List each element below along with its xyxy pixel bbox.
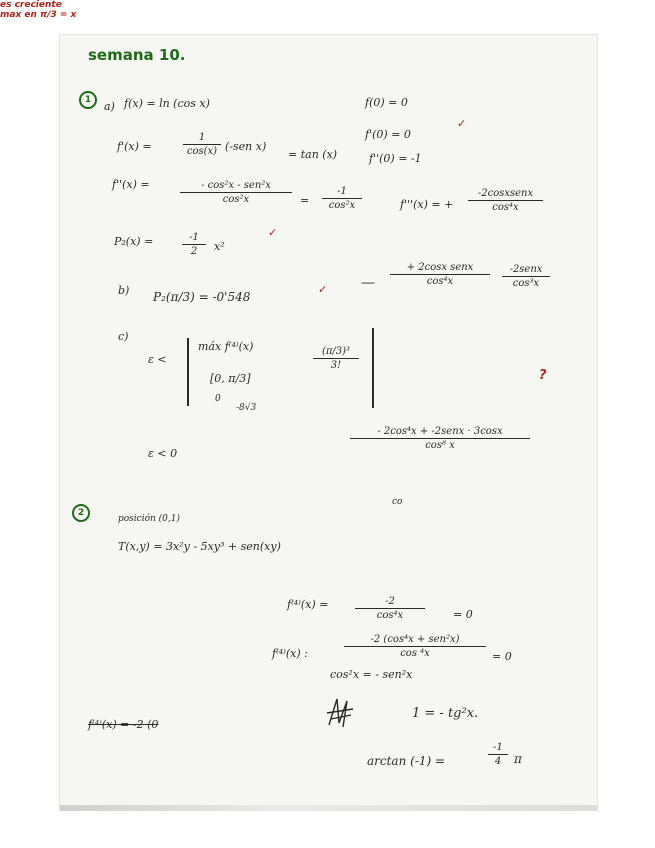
- first-derivative-factor: (-sen x): [225, 140, 267, 153]
- first-derivative-at-zero: f'(0) = 0: [365, 128, 411, 141]
- long-derivative-num: - 2cos⁴x + -2senx · 3cosx: [377, 426, 503, 437]
- part-b-label: b): [118, 284, 130, 297]
- check-mark-icon: ✓: [268, 226, 278, 239]
- crossed-out-work: f⁽⁴⁾(x) = -2 (0: [88, 718, 159, 731]
- problem-1-number: 1: [84, 95, 92, 105]
- second-derivative-result-num: -1: [337, 186, 347, 197]
- third-derivative-label: f'''(x) = +: [400, 198, 454, 211]
- second-derivative-eq: =: [300, 194, 310, 207]
- cos-equation: cos²x = - sen²x: [330, 668, 413, 681]
- bound-ratio: [313, 346, 359, 371]
- arctan-fraction: [488, 742, 508, 767]
- check-mark-icon: ✓: [318, 283, 328, 296]
- third-derivative-num: -2cosxsenx: [477, 188, 534, 199]
- aside2-fraction: [502, 264, 550, 289]
- bound-right-bar: [372, 328, 374, 408]
- page-shadow: [60, 805, 597, 811]
- fourth-derivative-a-fraction: [355, 596, 425, 621]
- fourth-derivative-a-label: f⁽⁴⁾(x) =: [287, 598, 329, 611]
- error-bound-label: ε <: [148, 353, 167, 366]
- f-at-zero: f(0) = 0: [365, 96, 408, 109]
- aside-num: + 2cosx senx: [406, 262, 474, 273]
- part-c-label: c): [118, 330, 129, 343]
- third-derivative-fraction: [468, 188, 543, 213]
- part-b-result: P₂(π/3) = -0'548: [153, 290, 251, 304]
- arctan-pi: π: [514, 752, 522, 766]
- second-derivative-num: - cos²x - sen²x: [201, 180, 271, 191]
- interval-low-value: 0: [215, 394, 221, 404]
- tangent-equation: 1 = - tg²x.: [412, 706, 479, 721]
- page-title: semana 10.: [88, 46, 186, 64]
- taylor-poly-den: 2: [190, 246, 198, 257]
- bound-interval: [0, π/3]: [210, 372, 251, 385]
- arctan-num: -1: [493, 742, 503, 753]
- position-label: posición (0,1): [118, 514, 181, 524]
- scribble-co: co: [392, 497, 403, 507]
- bound-ratio-num: (π/3)³: [321, 346, 351, 357]
- first-derivative-den: cos(x): [186, 146, 218, 157]
- taylor-poly-label: P₂(x) =: [114, 235, 154, 248]
- check-mark-icon: ✓: [457, 117, 467, 130]
- arctan-den: 4: [494, 756, 502, 767]
- temperature-function: T(x,y) = 3x²y - 5xy³ + sen(xy): [118, 540, 281, 553]
- question-mark-icon: ?: [539, 368, 547, 383]
- error-bound-zero: ε < 0: [148, 447, 178, 460]
- increasing-note: es creciente: [0, 0, 62, 10]
- second-derivative-fraction: [180, 180, 292, 205]
- fourth-derivative-b-label: f⁽⁴⁾(x) :: [272, 647, 308, 660]
- taylor-poly-num: -1: [189, 232, 199, 243]
- fourth-derivative-a-num: -2: [385, 596, 395, 607]
- taylor-poly-power: x²: [214, 240, 225, 253]
- first-derivative-num: 1: [198, 132, 206, 143]
- problem-1-circle: [79, 91, 97, 109]
- fourth-derivative-b-fraction: [344, 634, 486, 659]
- second-derivative-label: f''(x) =: [112, 178, 150, 191]
- second-derivative-result: [322, 186, 362, 211]
- first-derivative-result: = tan (x): [288, 148, 338, 161]
- bound-ratio-den: 3!: [330, 360, 342, 371]
- second-derivative-at-zero: f''(0) = -1: [369, 152, 422, 165]
- fourth-derivative-b-num: -2 (cos⁴x + sen²x): [370, 634, 460, 645]
- function-definition: f(x) = ln (cos x): [124, 97, 210, 110]
- part-a-label: a): [104, 100, 115, 113]
- interval-high-value: -8√3: [236, 403, 257, 413]
- arctan-expression: arctan (-1) =: [367, 754, 446, 768]
- bound-left-bar: [187, 338, 189, 406]
- problem-2-circle: [72, 504, 90, 522]
- max-fourth-derivative: máx f⁽⁴⁾(x): [198, 340, 254, 353]
- aside-den: cos⁴x: [426, 276, 454, 287]
- fourth-derivative-b-eq: = 0: [492, 650, 512, 663]
- scribble-mark: [325, 695, 357, 731]
- first-derivative-label: f'(x) =: [117, 140, 152, 153]
- problem-2-number: 2: [77, 508, 85, 518]
- long-derivative-fraction: [350, 426, 530, 451]
- fourth-derivative-b-den: cos ⁴x: [400, 648, 430, 659]
- aside2-den: cos³x: [512, 278, 540, 289]
- second-derivative-result-den: cos²x: [328, 200, 356, 211]
- aside-fraction: [390, 262, 490, 287]
- aside2-num: -2senx: [509, 264, 543, 275]
- second-derivative-den: cos²x: [222, 194, 250, 205]
- taylor-poly-fraction: [182, 232, 206, 257]
- long-derivative-den: cos⁸ x: [425, 440, 455, 451]
- fourth-derivative-a-eq: = 0: [453, 608, 473, 621]
- max-note: max en π/3 = x: [0, 10, 77, 20]
- fourth-derivative-a-den: cos⁴x: [376, 610, 404, 621]
- first-derivative-fraction: [183, 132, 221, 157]
- aside-minus: —: [361, 275, 375, 291]
- third-derivative-den: cos⁴x: [492, 202, 519, 213]
